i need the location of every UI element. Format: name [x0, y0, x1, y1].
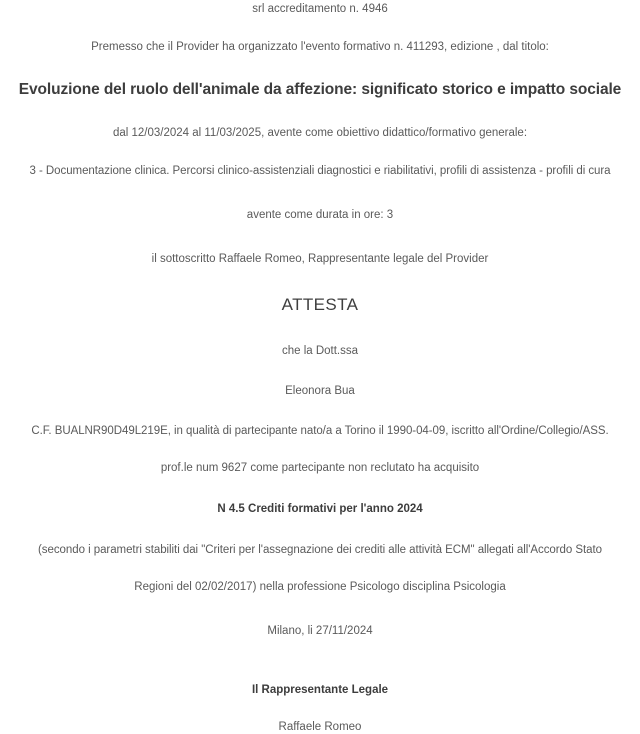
premise-line: Premesso che il Provider ha organizzato l'evento formativo n. 411293, edizione , dal titolo: — [91, 41, 549, 53]
place-date-line: Milano, li 27/11/2024 — [267, 625, 373, 637]
criteria-line-2: Regioni del 02/02/2017) nella professione Psicologo disciplina Psicologia — [134, 581, 506, 593]
fiscal-code-line: C.F. BUALNR90D49L219E, in qualità di partecipante nato/a a Torino il 1990-04-09, iscritto all'Ordine/Collegio/ASS. — [31, 425, 609, 437]
signature-name: Raffaele Romeo — [278, 721, 362, 733]
signatory-line: il sottoscritto Raffaele Romeo, Rappresentante legale del Provider — [151, 253, 489, 265]
recipient-prefix: che la Dott.ssa — [281, 345, 359, 357]
signature-role: Il Rappresentante Legale — [251, 684, 389, 696]
criteria-line-1: (secondo i parametri stabiliti dai "Criteri per l'assegnazione dei crediti alle attività ECM" allegati all'Accordo Stato — [38, 544, 602, 556]
event-period-line: dal 12/03/2024 al 11/03/2025, avente come obiettivo didattico/formativo generale: — [112, 127, 528, 139]
accreditation-line: srl accreditamento n. 4946 — [252, 3, 388, 15]
registration-line: prof.le num 9627 come partecipante non reclutato ha acquisito — [160, 462, 480, 474]
duration-line: avente come durata in ore: 3 — [246, 209, 394, 221]
attests-heading: ATTESTA — [281, 295, 359, 314]
educational-objective-line: 3 - Documentazione clinica. Percorsi clinico-assistenziali diagnostici e riabilitativi, profili di assistenza - profili di cura — [29, 165, 611, 177]
recipient-name: Eleonora Bua — [285, 385, 355, 397]
event-title: Evoluzione del ruolo dell'animale da affezione: significato storico e impatto sociale — [18, 81, 622, 98]
credits-line: N 4.5 Crediti formativi per l'anno 2024 — [217, 503, 423, 515]
